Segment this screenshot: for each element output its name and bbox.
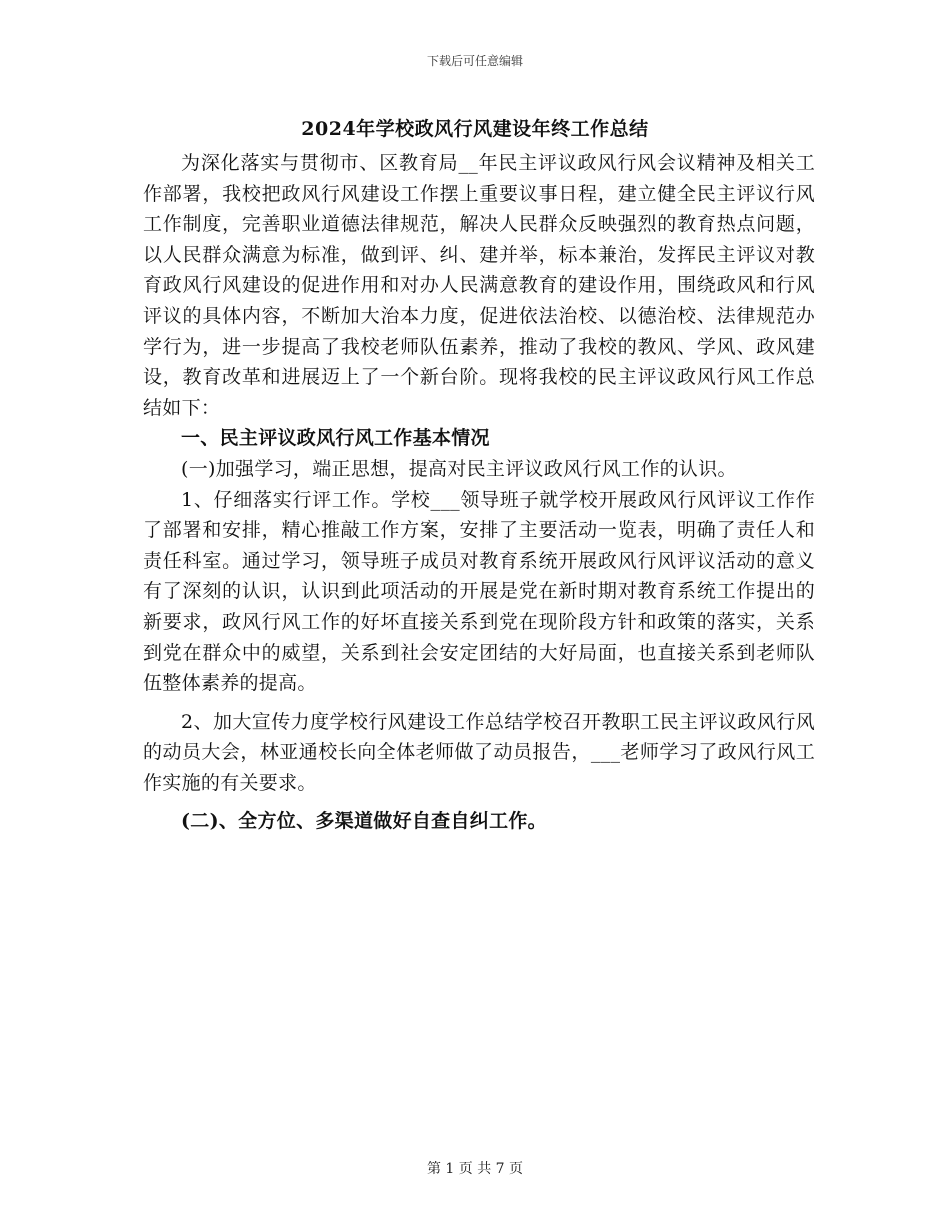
page-footer: 第 1 页 共 7 页 bbox=[426, 1161, 524, 1177]
document-title: 2024年学校政风行风建设年终工作总结 bbox=[301, 118, 649, 140]
header-note: 下载后可任意编辑 bbox=[426, 54, 523, 68]
section-heading-1: 一、民主评议政风行风工作基本情况 bbox=[181, 427, 490, 450]
subsection-heading-1: (一)加强学习，端正思想，提高对民主评议政风行风工作的认识。 bbox=[181, 457, 737, 480]
document-body bbox=[143, 148, 815, 837]
item-paragraph-2: 2、加大宣传力度学校行风建设工作总结学校召开教职工民主评议政风行风的动员大会，林亚通校长向全体老师做了动员报告，___老师学习了政风行风工作实施的有关要求。 bbox=[143, 710, 815, 794]
intro-paragraph: 为深化落实与贯彻市、区教育局__年民主评议政风行风会议精神及相关工作部署，我校把政风行风建设工作摆上重要议事日程，建立健全民主评议行风工作制度，完善职业道德法律规范，解决人民群众反映强烈的教育热点问题，以人民群众满意为标准，做到评、纠、建并举，标本兼治，发挥民主评议对教育政风行风建设的促进作用和对办人民满意教育的建设作用，围绕政风和行风评议的具体内容，不断加大治本力度，促进依法治校、以德治校、法律规范办学行为，进一步提高了我校老师队伍素养，推动了我校的教风、学风、政风建设，教育改革和进展迈上了一个新台阶。现将我校的民主评议政风行风工作总结如下： bbox=[143, 152, 815, 419]
subsection-heading-2: (二)、全方位、多渠道做好自查自纠工作。 bbox=[181, 810, 547, 833]
item-paragraph-1: 1、仔细落实行评工作。学校___领导班子就学校开展政风行风评议工作作了部署和安排，精心推敲工作方案，安排了主要活动一览表，明确了责任人和责任科室。通过学习，领导班子成员对教育系统开展政风行风评议活动的意义有了深刻的认识，认识到此项活动的开展是党在新时期对教育系统工作提出的新要求，政风行风工作的好坏直接关系到党在现阶段方针和政策的落实，关系到党在群众中的威望，关系到社会安定团结的大好局面，也直接关系到老师队伍整体素养的提高。 bbox=[143, 488, 815, 695]
